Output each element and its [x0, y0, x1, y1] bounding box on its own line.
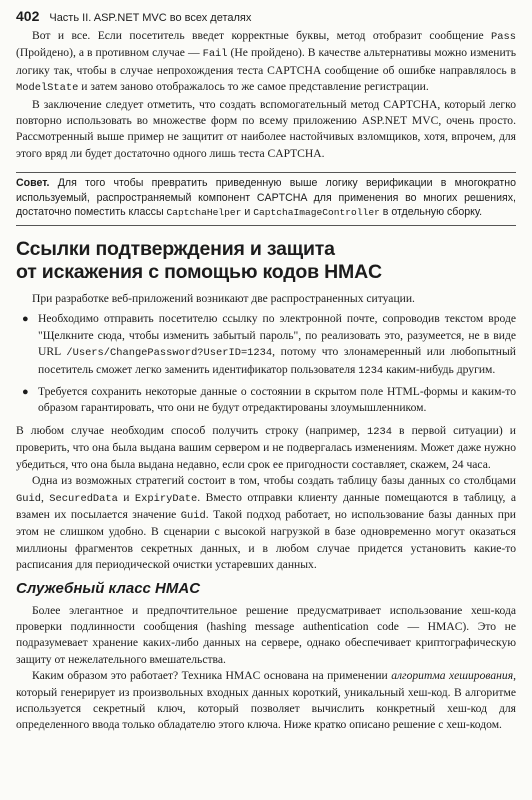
- code-modelstate: ModelState: [16, 82, 79, 95]
- running-title: Часть II. ASP.NET MVC во всех деталях: [49, 12, 252, 24]
- code-pass: Pass: [491, 31, 516, 43]
- code-secureddata: SecuredData: [49, 492, 118, 505]
- running-head: [16, 8, 516, 28]
- intro-paragraph-2: В заключение следует отметить, что создать вспомогательный метод CAPTCHA, который легко повторно использовать во множестве форм по всему приложению ASP.NET MVC, очень просто. Рассмотренный выше пример не защитит от наиболее настойчивых взломщиков, хотя, впрочем, для этого вряд ли будет достаточно одного лишь теста CAPTCHA.: [16, 97, 516, 160]
- code-captchaimagecontroller: CaptchaImageController: [253, 207, 380, 219]
- code-1234: 1234: [367, 425, 392, 438]
- subsection-paragraph-1: Более элегантное и предпочтительное решение предусматривает использование хеш-кода проверки подлинности сообщения (hashing message authentication code — HMAC). Это не подразумевает хранение каких-либо данных на сервере, однако обеспечивает криптографическую защиту от нежелательного вмешательства.: [16, 603, 516, 666]
- emphasis-hash-algorithm: алгоритма хеширования: [391, 669, 514, 683]
- subsection-paragraph-2: Каким образом это работает? Техника HMAC основана на применении алгоритма хеширования, который генерирует из произвольных входных данных короткий, уникальный хеш-код. В алгоритме используется секретный ключ, который позволяет вычислить конкретный хеш-код для определенного ввода только обладателю этого ключа. Ниже кратко описано решение с хеш-кодом.: [16, 669, 517, 732]
- section-title: Ссылки подтверждения и защита от искажения с помощью кодов HMAC: [16, 238, 382, 284]
- tip-box: [16, 172, 516, 226]
- tip-text: Совет. Для того чтобы превратить приведенную выше логику верификации в многократно используемый, распространяемый компонент CAPTCHA для применения во многих решениях, достаточно поместить классы CaptchaHelper и CaptchaImageController в отдельную сборку.: [16, 177, 516, 219]
- bullet-icon: ●: [22, 313, 29, 326]
- page-number: 402: [16, 8, 40, 24]
- code-captchahelper: CaptchaHelper: [166, 207, 242, 219]
- code-guid: Guid: [16, 492, 41, 505]
- subsection-title: Служебный класс HMAC: [16, 579, 201, 597]
- tip-label: Совет.: [16, 177, 50, 190]
- section-paragraph-1: При разработке веб-приложений возникают две распространенных ситуации.: [32, 292, 415, 306]
- list-item: ● Необходимо отправить посетителю ссылку по электронной почте, сопроводив текстом вроде "Щелкните сюда, чтобы изменить забытый пароль", по реализовать это, разумеется, не в виде URL /Users/ChangePassword?UserID=1234, потому что злонамеренный или любопытный посетитель сможет легко заменить идентификатор пользователя 1234 каким-нибудь другим.: [22, 312, 516, 377]
- section-paragraph-2: В любом случае необходим способ получить строку (например, 1234 в первой ситуации) и проверить, что она была выдана вашим сервером и не подвергалась изменениям. Может даже нужно убедиться, что она была выдана недавно, если срок ее пригодности составляет, скажем, 24 часа.: [16, 423, 516, 471]
- list-item: ● Требуется сохранить некоторые данные о состоянии в скрытом поле HTML-формы и каким-то образом гарантировать, что они не будут отредактированы злоумышленником.: [22, 385, 516, 415]
- code-change-password-url: /Users/ChangePassword?UserID=1234: [66, 347, 273, 360]
- code-user-id: 1234: [358, 364, 384, 377]
- section-paragraph-3: Одна из возможных стратегий состоит в том, чтобы создать таблицу базы данных со столбцами Guid, SecuredData и ExpiryDate. Вместо отправки клиенту данные помещаются в таблицу, а взамен их посылается значение Guid. Такой подход работает, но использование базы данных при этом не слишком удобно. В сценарии с высокой нагрузкой в базе одновременно могут оказаться миллионы фрагментов секретных данных, и в любом случае придется установить какие-то расписания для периодической очистки устаревших данных.: [16, 474, 516, 572]
- code-guid-value: Guid: [180, 509, 206, 522]
- intro-paragraph-1: Вот и все. Если посетитель введет корректные буквы, метод отобразит сообщение Pass (Пройдено), а в противном случае — Fail (Не пройдено). В качестве альтернативы можно изменить логику так, чтобы в случае непрохождения теста CAPTCHA сообщение об ошибке направлялось в ModelState и затем заново отображалось то же самое представление регистрации.: [16, 29, 516, 95]
- code-fail: Fail: [202, 48, 228, 61]
- code-expirydate: ExpiryDate: [134, 492, 198, 505]
- bullet-icon: ●: [22, 386, 29, 399]
- bullet-list: [16, 311, 516, 416]
